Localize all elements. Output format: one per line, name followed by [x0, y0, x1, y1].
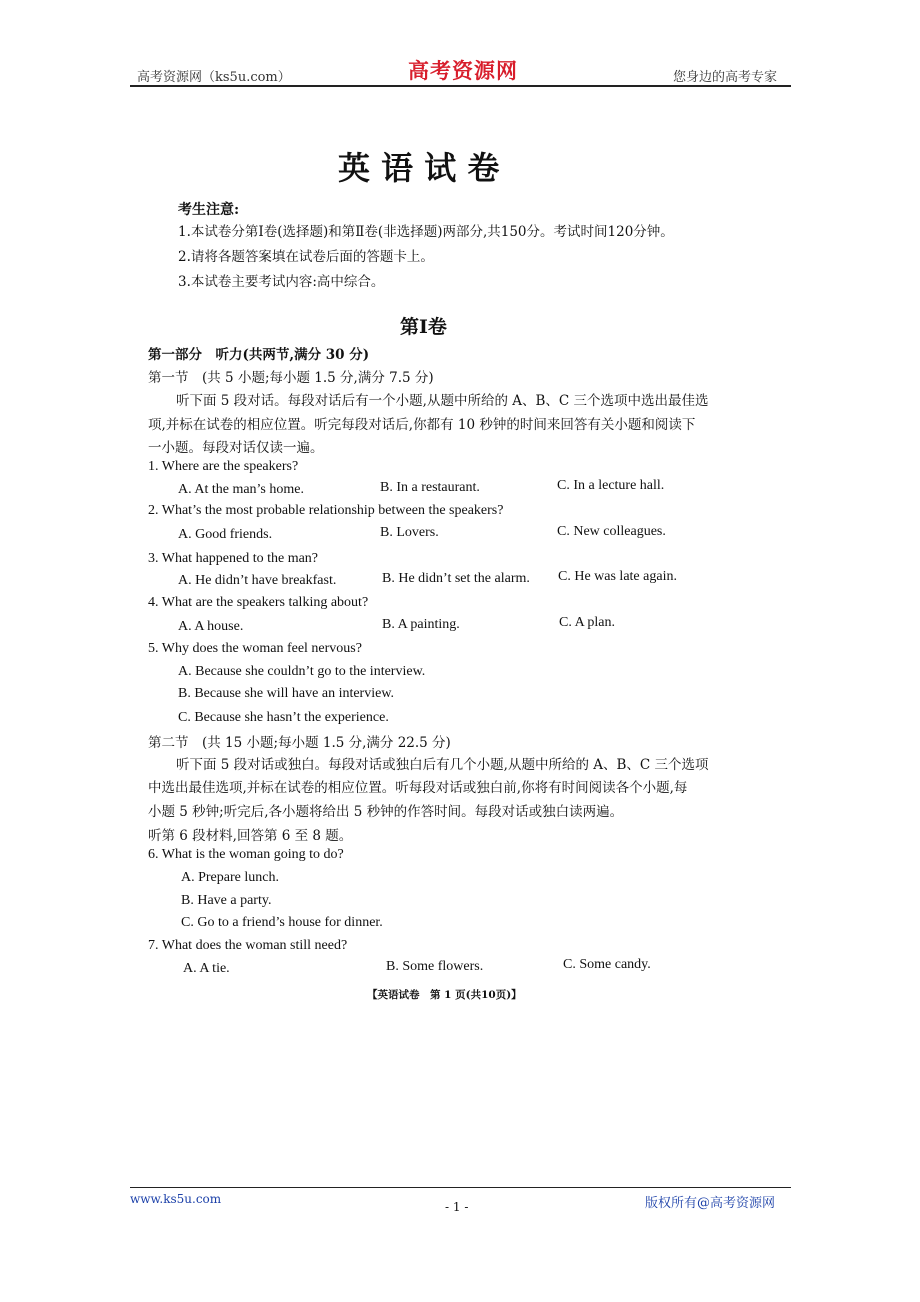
instruction-line: 小题 5 秒钟;听完后,各小题将给出 5 秒钟的作答时间。每段对话或独白读两遍。 — [148, 804, 624, 820]
volume-title: 第Ⅰ卷 — [400, 316, 447, 338]
question: 2. What’s the most probable relationship between the speakers? — [148, 503, 504, 518]
page-number: - 1 - — [445, 1200, 469, 1214]
header-right: 您身边的高考专家 — [673, 70, 778, 85]
question: 6. What is the woman going to do? — [148, 847, 344, 862]
option: C. In a lecture hall. — [557, 478, 665, 493]
section-heading: 第一节 (共 5 小题;每小题 1.5 分,满分 7.5 分) — [148, 370, 434, 386]
footer-rule — [130, 1187, 791, 1188]
option: A. At the man’s home. — [178, 482, 304, 497]
option: A. A house. — [178, 619, 244, 634]
option: B. Have a party. — [181, 893, 272, 908]
part-heading: 第一部分 听力(共两节,满分 30 分) — [148, 347, 370, 363]
option: C. Go to a friend’s house for dinner. — [181, 915, 383, 930]
option: B. A painting. — [382, 617, 460, 632]
option: B. In a restaurant. — [380, 480, 480, 495]
option: C. He was late again. — [558, 569, 677, 584]
option: A. Good friends. — [178, 527, 273, 542]
question: 5. Why does the woman feel nervous? — [148, 641, 362, 656]
material-note: 听第 6 段材料,回答第 6 至 8 题。 — [148, 828, 353, 844]
option: C. A plan. — [559, 615, 616, 630]
notice-heading: 考生注意: — [178, 202, 240, 218]
instruction-line: 中选出最佳选项,并标在试卷的相应位置。听每段对话或独白前,你将有时间阅读各个小题,每 — [148, 780, 688, 796]
page-footer-label: 【英语试卷 第 1 页(共10页)】 — [367, 989, 522, 1001]
option: A. He didn’t have breakfast. — [178, 573, 337, 588]
option: B. He didn’t set the alarm. — [382, 571, 530, 586]
option: A. Prepare lunch. — [181, 870, 279, 885]
footer-copyright: 版权所有@高考资源网 — [645, 1196, 776, 1211]
notice-item: 1.本试卷分第Ⅰ卷(选择题)和第Ⅱ卷(非选择题)两部分,共150分。考试时间120分钟。 — [178, 224, 674, 240]
notice-item: 3.本试卷主要考试内容:高中综合。 — [178, 274, 385, 290]
option: B. Lovers. — [380, 525, 439, 540]
footer-link[interactable]: www.ks5u.com — [130, 1192, 222, 1206]
question: 7. What does the woman still need? — [148, 938, 348, 953]
option: B. Because she will have an interview. — [178, 686, 395, 701]
instruction-line: 一小题。每段对话仅读一遍。 — [148, 440, 324, 456]
question: 3. What happened to the man? — [148, 551, 319, 566]
question: 1. Where are the speakers? — [148, 459, 299, 474]
option: B. Some flowers. — [386, 959, 484, 974]
exam-title: 英 语 试 卷 — [338, 149, 500, 187]
instruction-line: 听下面 5 段对话或独白。每段对话或独白后有几个小题,从题中所给的 A、B、C 三个选项 — [176, 757, 709, 773]
header-left: 高考资源网（ks5u.com） — [137, 70, 291, 85]
instruction-line: 项,并标在试卷的相应位置。听完每段对话后,你都有 10 秒钟的时间来回答有关小题和阅读下 — [148, 417, 696, 433]
section-heading: 第二节 (共 15 小题;每小题 1.5 分,满分 22.5 分) — [148, 735, 451, 751]
option: C. Because she hasn’t the experience. — [178, 710, 389, 725]
header-rule — [130, 85, 791, 87]
instruction-line: 听下面 5 段对话。每段对话后有一个小题,从题中所给的 A、B、C 三个选项中选出最佳选 — [176, 393, 709, 409]
option: A. Because she couldn’t go to the interview. — [178, 664, 426, 679]
notice-item: 2.请将各题答案填在试卷后面的答题卡上。 — [178, 249, 434, 265]
question: 4. What are the speakers talking about? — [148, 595, 369, 610]
option: C. New colleagues. — [557, 524, 666, 539]
option: C. Some candy. — [563, 957, 651, 972]
option: A. A tie. — [183, 961, 230, 976]
header-logo: 高考资源网 — [408, 58, 518, 83]
